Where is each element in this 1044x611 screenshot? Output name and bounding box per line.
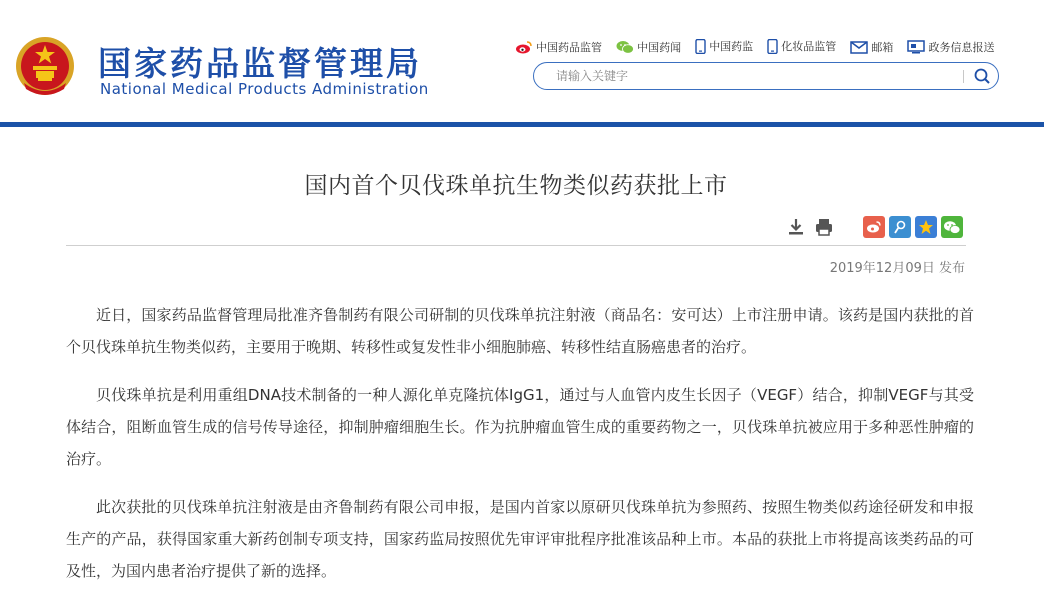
top-link-mail[interactable] [850, 39, 893, 55]
weibo-icon [866, 220, 882, 234]
article-body [66, 299, 974, 603]
share-wechat-button[interactable] [941, 216, 963, 238]
national-emblem-icon [14, 33, 76, 99]
search-divider [963, 70, 964, 83]
monitor-icon [907, 40, 925, 54]
wechat-icon [943, 220, 961, 235]
header-divider-bar [0, 122, 1044, 127]
top-link-label: 中国药闻 [637, 40, 682, 54]
site-header [0, 0, 1044, 122]
mobile-icon [695, 39, 706, 54]
top-link-label: 中国药监 [709, 40, 754, 53]
top-link-mobile-cosmetics[interactable] [767, 38, 836, 54]
top-link-label: 化妆品监管 [781, 40, 837, 53]
mail-icon [850, 41, 868, 54]
share-tencent-button[interactable] [889, 216, 911, 238]
top-link-wechat[interactable] [616, 39, 681, 55]
top-link-info-report[interactable] [907, 39, 994, 55]
qzone-star-icon [918, 219, 934, 235]
mobile-icon [767, 39, 778, 54]
tencent-weibo-icon [892, 219, 908, 235]
article-toolbar [785, 214, 967, 240]
top-links [515, 38, 1003, 58]
print-icon[interactable] [813, 216, 835, 238]
weibo-icon [515, 40, 533, 54]
title-divider [66, 245, 966, 246]
publish-date: 2019年12月09日 发布 [829, 261, 965, 276]
article-paragraph: 此次获批的贝伐珠单抗注射液是由齐鲁制药有限公司申报，是国内首家以原研贝伐珠单抗为参照药、按照生物类似药途径研发和申报生产的产品，获得国家重大新药创制专项支持，国家药监局按照优先审评审批程序批准该品种上市。本品的获批上市将提高该类药品的可及性，为国内患者治疗提供了新的选择。 [66, 498, 974, 580]
share-qzone-button[interactable] [915, 216, 937, 238]
top-link-weibo[interactable] [515, 39, 602, 55]
top-link-label: 政务信息报送 [928, 40, 995, 54]
site-logo-english[interactable]: National Medical Products Administration [100, 80, 429, 98]
article-paragraph: 贝伐珠单抗是利用重组DNA技术制备的一种人源化单克隆抗体IgG1，通过与人血管内皮生长因子（VEGF）结合，抑制VEGF与其受体结合，阻断血管生成的信号传导途径，抑制肿瘤细胞生长。作为抗肿瘤血管生成的重要药物之一，贝伐珠单抗被应用于多种恶性肿瘤的治疗。 [66, 386, 974, 468]
search-icon[interactable] [972, 66, 992, 86]
article-paragraph: 近日，国家药品监督管理局批准齐鲁制药有限公司研制的贝伐珠单抗注射液（商品名：安可达）上市注册申请。该药是国内获批的首个贝伐珠单抗生物类似药，主要用于晚期、转移性或复发性非小细胞肺癌、转移性结直肠癌患者的治疗。 [66, 306, 974, 356]
search-input[interactable] [556, 67, 956, 85]
download-icon[interactable] [785, 216, 807, 238]
top-link-label: 中国药品监管 [536, 40, 602, 54]
share-weibo-button[interactable] [863, 216, 885, 238]
search-box [533, 62, 999, 90]
wechat-icon [616, 40, 634, 54]
article-title: 国内首个贝伐珠单抗生物类似药获批上市 [304, 173, 728, 199]
top-link-mobile-nmpa[interactable] [695, 38, 753, 54]
site-logo-chinese[interactable]: 国家药品监督管理局 [98, 44, 422, 83]
top-link-label: 邮箱 [871, 41, 894, 54]
